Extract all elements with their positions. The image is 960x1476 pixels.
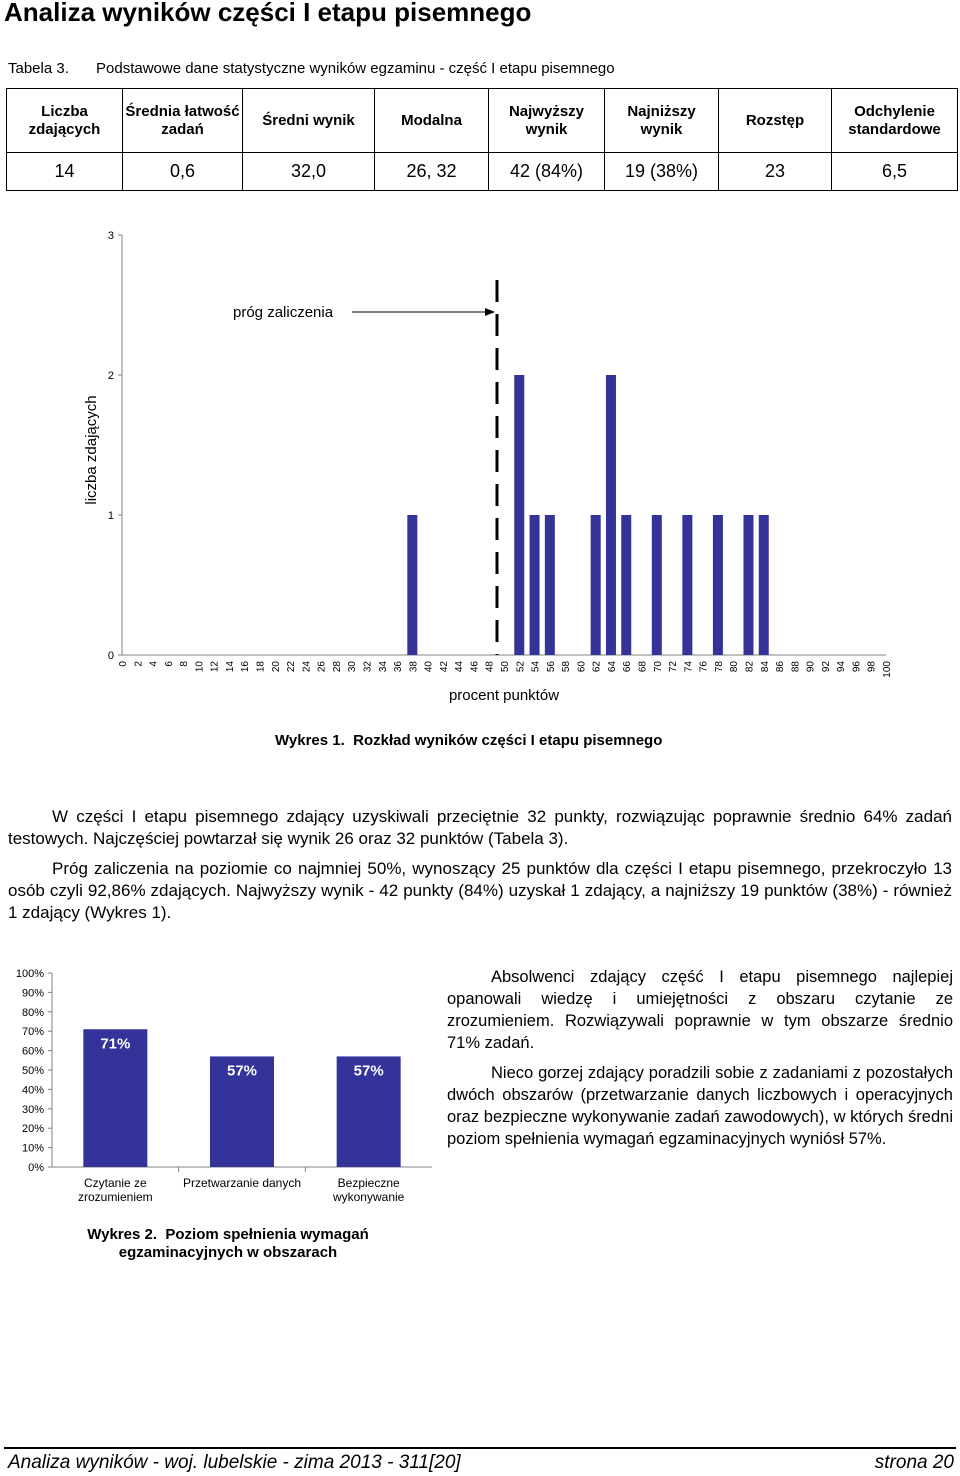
chart1-x-tick-label: 100: [882, 661, 893, 678]
table-number: Tabela 3.: [8, 60, 69, 77]
chart2-category-labels: [78, 1176, 405, 1204]
chart1-x-tick-label: 40: [423, 661, 435, 673]
chart1-bar-70: [652, 515, 662, 655]
chart2-y-tick-label: 10%: [21, 1142, 44, 1155]
table-cell: 26, 32: [375, 153, 489, 191]
chart1-x-tick-label: 72: [668, 661, 680, 673]
chart1-x-tick-label: 50: [500, 661, 511, 673]
chart1-x-axis-label: procent punktów: [448, 687, 560, 704]
chart1-bar-52: [514, 375, 524, 655]
chart1-bar-74: [682, 515, 692, 655]
chart1-x-tick-label: 60: [576, 661, 588, 673]
chart2-y-tick-label: 80%: [21, 1006, 44, 1019]
chart1-x-tick-label: 52: [515, 661, 527, 673]
chart1-x-tick-label: 46: [469, 661, 481, 673]
threshold-arrowhead: [485, 308, 495, 316]
chart2-category-label: zrozumieniem: [77, 1190, 153, 1204]
right-paragraph-2: Nieco gorzej zdający poradzili sobie z zadaniami z pozostałych dwóch obszarów (przetwarzanie danych liczbowych i operacyjnych oraz bezpieczne wykonywanie zadań zawodowych), w których średni poziom spełnienia wymagań egzaminacyjnych wyniósł 57%.: [447, 1064, 953, 1148]
chart1-bar-66: [621, 515, 631, 655]
chart2-category-label: Przetwarzanie danych: [182, 1176, 302, 1190]
chart1-x-tick-label: 48: [484, 661, 496, 673]
chart1-x-tick-label: 34: [377, 661, 389, 673]
chart1-x-tick-label: 4: [148, 661, 160, 667]
table-header: Średni wynik: [243, 89, 375, 153]
chart1-x-tick-label: 74: [683, 661, 695, 673]
chart1-x-tick-label: 54: [530, 661, 542, 673]
chart1-x-tick-label: 70: [652, 661, 664, 673]
chart1-x-tick-label: 88: [790, 661, 802, 673]
chart2-category-label: Bezpieczne: [337, 1176, 400, 1190]
chart1-x-tick-label: 92: [820, 661, 832, 673]
table-header: Średnia łatwość zadań: [123, 89, 243, 153]
stats-table: [6, 88, 958, 191]
chart2-y-tick-label: 60%: [21, 1045, 44, 1058]
chart1-x-tick-label: 8: [179, 661, 191, 667]
chart1-x-tick-label: 64: [606, 661, 618, 673]
chart1-x-tick-label: 98: [866, 661, 878, 673]
chart1-x-tick-label: 2: [133, 661, 145, 667]
table-caption-text: Podstawowe dane statystyczne wyników egzaminu - część I etapu pisemnego: [96, 60, 615, 77]
chart1-x-tick-label: 58: [561, 661, 573, 673]
chart2-caption: [68, 1226, 388, 1262]
table-cell: 32,0: [243, 153, 375, 191]
table-header: Najwyższy wynik: [489, 89, 605, 153]
table-row: [7, 153, 958, 191]
table-cell: 14: [7, 153, 123, 191]
chart1-x-tick-label: 76: [698, 661, 710, 673]
chart2-y-tick-label: 40%: [21, 1084, 44, 1097]
table-cell: 6,5: [832, 153, 958, 191]
chart1-bar-64: [606, 375, 616, 655]
chart1-y-tick-label: 0: [107, 650, 114, 662]
chart1-x-tick-label: 28: [331, 661, 343, 673]
chart1-x-tick-label: 94: [836, 661, 848, 673]
chart1-caption: [275, 732, 662, 749]
chart1-bars: [407, 375, 768, 655]
chart1-bar-84: [759, 515, 769, 655]
chart2-caption-number: Wykres 2.: [87, 1226, 158, 1243]
chart1-x-tick-label: 20: [270, 661, 282, 673]
chart1-x-tick-label: 84: [759, 661, 771, 673]
chart1-x-tick-label: 78: [713, 661, 725, 673]
chart2-y-tick-label: 70%: [21, 1026, 44, 1039]
chart2-value-label: 57%: [353, 1062, 384, 1080]
chart1-x-tick-label: 68: [637, 661, 649, 673]
table-header: Najniższy wynik: [605, 89, 719, 153]
areas-bar-chart: [0, 962, 440, 1212]
chart1-y-tick-labels: [108, 230, 114, 662]
table-header-row: [7, 89, 958, 153]
chart1-x-tick-label: 22: [286, 661, 298, 673]
chart1-bar-78: [713, 515, 723, 655]
chart1-bar-38: [407, 515, 417, 655]
chart1-y-tick-label: 2: [107, 370, 114, 382]
chart1-x-tick-label: 36: [393, 661, 405, 673]
chart1-x-tick-label: 42: [438, 661, 450, 673]
table-header: Rozstęp: [719, 89, 832, 153]
chart2-y-tick-label: 90%: [21, 987, 44, 1000]
chart1-x-tick-label: 66: [622, 661, 634, 673]
chart1-caption-number: Wykres 1.: [275, 732, 345, 749]
chart2-value-label: 57%: [226, 1062, 258, 1080]
table-header: Liczba zdających: [7, 89, 123, 153]
chart1-x-tick-label: 10: [194, 661, 206, 673]
chart2-y-tick-label: 20%: [21, 1123, 44, 1136]
footer-page-number: strona 20: [874, 1452, 954, 1473]
paragraph-2: Próg zaliczenia na poziomie co najmniej 50%, wynoszący 25 punktów dla części I etapu pisemnego, przekroczyło 13 osób czyli 92,86% zdających. Najwyższy wynik - 42 punkty (84%) uzyskał 1 zdający, a najniższy 19 punktów (38%) - również 1 zdający (Wykres 1).: [8, 859, 952, 922]
chart1-bar-82: [743, 515, 753, 655]
chart1-x-tick-label: 56: [545, 661, 557, 673]
chart2-y-tick-label: 30%: [21, 1103, 44, 1116]
chart1-x-tick-label: 6: [163, 661, 175, 667]
chart1-x-tick-label: 38: [408, 661, 420, 673]
chart2-category-label: wykonywanie: [332, 1190, 405, 1204]
chart2-category-label: Czytanie ze: [83, 1176, 147, 1190]
table-cell: 19 (38%): [605, 153, 719, 191]
chart1-y-tick-label: 1: [107, 510, 114, 522]
results-histogram: [0, 215, 960, 715]
chart1-bar-54: [530, 515, 540, 655]
chart1-x-tick-label: 80: [729, 661, 741, 673]
chart1-x-tick-label: 16: [240, 661, 252, 673]
chart1-x-tick-label: 14: [224, 661, 236, 673]
footer-left: Analiza wyników - woj. lubelskie - zima 2013 - 311[20]: [8, 1452, 461, 1473]
table-header: Modalna: [375, 89, 489, 153]
page-title: Analiza wyników części I etapu pisemnego: [4, 0, 532, 27]
chart1-x-tick-label: 62: [591, 661, 603, 673]
chart1-x-tick-label: 30: [347, 661, 359, 673]
chart1-bar-62: [591, 515, 601, 655]
table-header: Odchylenie standardowe: [832, 89, 958, 153]
chart1-x-tick-label: 96: [851, 661, 863, 673]
chart2-y-tick-labels: [16, 968, 44, 1174]
table-cell: 0,6: [123, 153, 243, 191]
chart1-caption-text: Rozkład wyników części I etapu pisemnego: [353, 732, 663, 749]
chart2-y-tick-label: 100%: [15, 968, 44, 980]
table-cell: 42 (84%): [489, 153, 605, 191]
chart1-x-tick-label: 0: [118, 661, 129, 667]
right-paragraph-1: Absolwenci zdający część I etapu pisemnego najlepiej opanowali wiedzę i umiejętności z obszaru czytanie ze zrozumieniem. Rozwiązywali poprawnie w tym obszarze średnio 71% zadań.: [447, 968, 953, 1052]
chart1-y-axis-label: liczba zdających: [83, 395, 100, 505]
chart1-x-tick-label: 82: [744, 661, 756, 673]
chart1-y-tick-label: 3: [107, 230, 114, 242]
chart1-axes: [118, 235, 886, 655]
table-caption: [8, 60, 615, 77]
threshold-label: próg zaliczenia: [233, 304, 334, 321]
footer-divider: [4, 1447, 956, 1449]
chart1-x-tick-label: 90: [805, 661, 817, 673]
chart2-y-tick-label: 0%: [28, 1162, 44, 1174]
chart2-caption-text: Poziom spełnienia wymagań egzaminacyjnych w obszarach: [118, 1226, 369, 1261]
chart1-x-tick-label: 26: [316, 661, 328, 673]
table-cell: 23: [719, 153, 832, 191]
chart1-x-tick-label: 32: [362, 661, 374, 673]
chart1-x-tick-labels: [118, 661, 893, 678]
chart1-x-tick-label: 12: [209, 661, 221, 673]
chart2-bars: [83, 1029, 400, 1167]
chart1-x-tick-label: 24: [301, 661, 313, 673]
paragraph-1: W części I etapu pisemnego zdający uzyskiwali przeciętnie 32 punkty, rozwiązując poprawnie średnio 64% zadań testowych. Najczęściej powtarzał się wynik 26 oraz 32 punktów (Tabela 3).: [8, 807, 952, 848]
chart1-x-tick-label: 18: [255, 661, 267, 673]
chart2-y-tick-label: 50%: [21, 1065, 44, 1077]
chart1-x-tick-label: 86: [775, 661, 787, 673]
chart1-x-tick-label: 44: [454, 661, 466, 673]
chart2-value-label: 71%: [100, 1035, 131, 1053]
chart1-bar-56: [545, 515, 555, 655]
